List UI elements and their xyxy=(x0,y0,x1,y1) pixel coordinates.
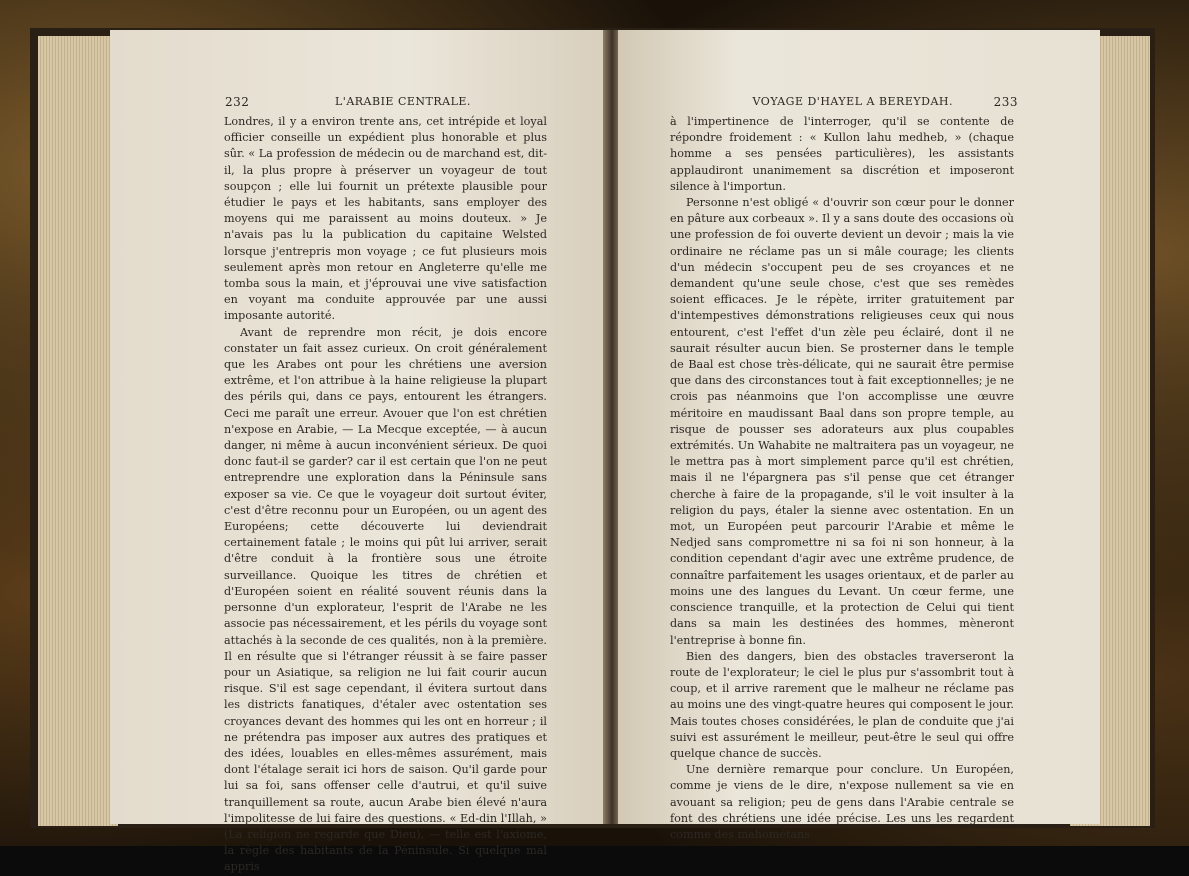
left-page-text xyxy=(224,114,547,876)
running-title: VOYAGE D'HAYEL A BEREYDAH. xyxy=(752,95,953,108)
right-page-header xyxy=(728,95,1018,113)
paragraph: Bien des dangers, bien des obstacles traverseront la route de l'explorateur; le ciel le plus pur s'assombrit tout à coup, et il arrive rarement que le malheur ne réclame pas au moins une des vingt-quatre heures qui composent le jour. Mais toutes choses considérées, le plan de conduite que j'ai suivi est assurément le meilleur, peut-être le seul qui offre quelque chance de succès. xyxy=(670,649,1014,760)
running-title: L'ARABIE CENTRALE. xyxy=(335,95,471,108)
right-page-text xyxy=(670,114,1014,843)
paragraph: Une dernière remarque pour conclure. Un Européen, comme je viens de le dire, n'expose nullement sa vie en avouant sa religion; peu de gens dans l'Arabie centrale se font des chrétiens une idée précise. Les uns les regardent comme des mahométans xyxy=(670,763,1014,841)
page-number: 233 xyxy=(993,95,1018,109)
paragraph: à l'impertinence de l'interroger, qu'il se contente de répondre froidement : « Kullon lahu medheb, » (chaque homme a ses pensées particulières), les assistants applaudiront unanimement sa discrétion et imposeront silence à l'importun. xyxy=(670,115,1014,193)
right-page xyxy=(618,30,1100,841)
paragraph: Avant de reprendre mon récit, je dois encore constater un fait assez curieux. On croit généralement que les Arabes ont pour les chrétiens une aversion extrême, et l'on attribue à la haine religieuse la plupart des périls qui, dans ce pays, entourent les étrangers. Ceci me paraît une erreur. Avouer que l'on est chrétien n'expose en Arabie, — La Mecque exceptée, — à aucun danger, ni même à aucun inconvénient sérieux. De quoi donc faut-il se garder? car il est certain que l'on ne peut entreprendre une exploration dans la Péninsule sans exposer sa vie. Ce que le voyageur doit surtout éviter, c'est d'être reconnu pour un Européen, ou un agent des Européens; cette découverte lui deviendrait certainement fatale ; le moins qui pût lui arriver, serait d'être conduit à la frontière sous une étroite surveillance. Quoique les titres de chrétien et d'Européen soient en réalité souvent réunis dans la personne d'un explorateur, l'esprit de l'Arabe ne les associe pas nécessairement, et les périls du voyage sont attachés à la seconde de ces qualités, non à la première. Il en résulte que si l'étranger réussit à se faire passer pour un Asiatique, sa religion ne lui fait courir aucun risque. S'il est sage cependant, il évitera surtout dans les districts fanatiques, d'étaler avec ostentation ses croyances devant des hommes qui les ont en horreur ; il ne prétendra pas imposer aux autres des pratiques et des idées, louables en elles-mêmes assurément, mais dont l'étalage serait ici hors de saison. Qu'il garde pour lui sa foi, sans offenser celle d'autrui, et qu'il suive tranquillement sa route, aucun Arabe bien élevé n'aura l'impolitesse de lui faire des questions. « Ed-din l'Illah, » (La religion ne regarde que Dieu), — telle est l'axiome, la règle des habitants de la Péninsule. Si quelque mal appris xyxy=(224,325,547,874)
left-page-header xyxy=(225,95,550,113)
page-number: 232 xyxy=(225,95,250,109)
left-page-edges xyxy=(38,36,118,826)
left-page xyxy=(110,30,607,874)
paragraph: Personne n'est obligé « d'ouvrir son cœur pour le donner en pâture aux corbeaux ». Il y a sans doute des occasions où une profession de foi ouverte devient un devoir ; mais la vie ordinaire ne réclame pas un si mâle courage; les clients d'un médecin s'occupent peu de ses croyances et ne demandent qu'une seule chose, c'est que ses remèdes soient efficaces. Je le répète, irriter gratuitement par d'intempestives démonstrations religieuses ceux qui nous entourent, c'est l'effet d'un zèle peu éclairé, dont il ne saurait résulter aucun bien. Se prosterner dans le temple de Baal est chose très-délicate, qui ne saurait être permise que dans des circonstances tout à fait exceptionnelles; je ne crois pas néanmoins que l'on accomplisse une œuvre méritoire en maudissant Baal dans son propre temple, au risque de pousser ses adorateurs aux plus coupables extrémités. Un Wahabite ne maltraitera pas un voyageur, ne le mettra pas à mort simplement parce qu'il est chrétien, mais il ne l'épargnera pas s'il pense que cet étranger cherche à faire de la propagande, s'il le voit insulter à la religion du pays, étaler la sienne avec ostentation. En un mot, un Européen peut parcourir l'Arabie et même le Nedjed sans compromettre ni sa foi ni son honneur, à la condition cependant d'agir avec une extrême prudence, de connaître parfaitement les usages orientaux, et de parler au moins une des langues du Levant. Un cœur ferme, une conscience tranquille, et la protection de Celui qui tient dans sa main les destinées des hommes, mèneront l'entreprise à bonne fin. xyxy=(670,196,1014,647)
paragraph: Londres, il y a environ trente ans, cet intrépide et loyal officier conseille un expédient plus honorable et plus sûr. « La profession de médecin ou de marchand est, dit-il, la plus propre à préserver un voyageur de tout soupçon ; elle lui fournit un prétexte plausible pour étudier le pays et les habitants, sans employer des moyens qui me paraissent au moins douteux. » Je n'avais pas lu la publication du capitaine Welsted lorsque j'entrepris mon voyage ; ce fut plusieurs mois seulement après mon retour en Angleterre qu'elle me tomba sous la main, et j'éprouvai une vive satisfaction en voyant ma conduite approuvée par une aussi imposante autorité. xyxy=(224,115,547,323)
